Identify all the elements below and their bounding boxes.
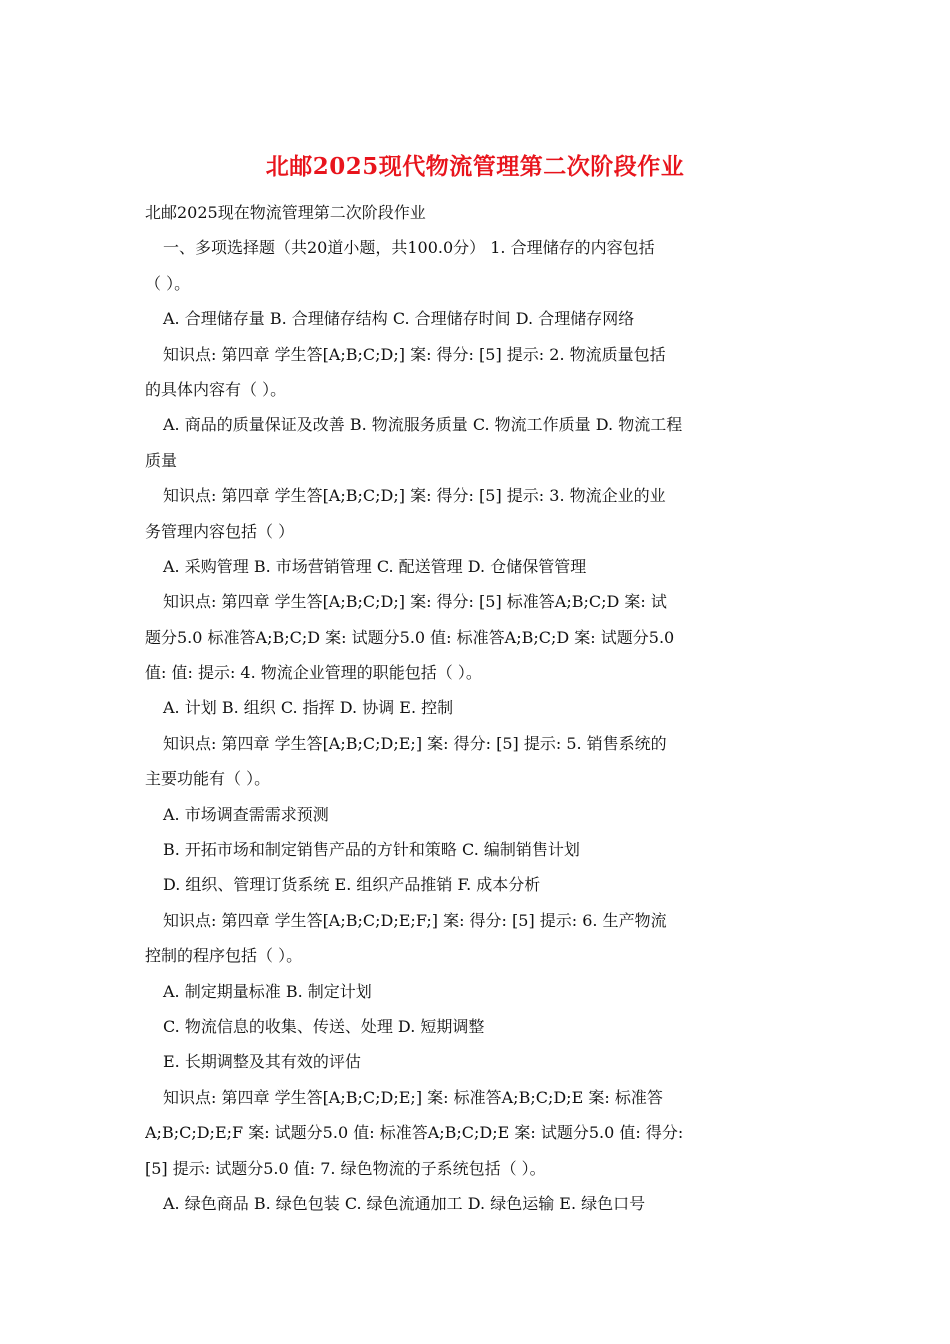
- text-line: 的具体内容有（ ）。: [145, 379, 287, 399]
- text-line: 知识点: 第四章 学生答[A;B;C;D;E;] 案: 标准答A;B;C;D;E 案: 标准答: [163, 1087, 663, 1107]
- text-line: 一、多项选择题（共20道小题，共100.0分） 1. 合理储存的内容包括: [163, 238, 655, 258]
- text-line: 知识点: 第四章 学生答[A;B;C;D;] 案: 得分: [5] 提示: 3. 物流企业的业: [163, 486, 666, 506]
- text-line: 主要功能有（ ）。: [145, 769, 271, 789]
- document-title: 北邮2025现代物流管理第二次阶段作业: [265, 153, 685, 180]
- text-line: A. 绿色商品 B. 绿色包装 C. 绿色流通加工 D. 绿色运输 E. 绿色口号: [163, 1193, 646, 1213]
- text-line: A. 采购管理 B. 市场营销管理 C. 配送管理 D. 仓储保管管理: [163, 556, 587, 576]
- text-line: D. 组织、管理订货系统 E. 组织产品推销 F. 成本分析: [163, 875, 541, 895]
- text-line: 知识点: 第四章 学生答[A;B;C;D;E;] 案: 得分: [5] 提示: 5. 销售系统的: [163, 733, 667, 753]
- text-line: E. 长期调整及其有效的评估: [163, 1052, 361, 1072]
- text-line: [5] 提示: 试题分5.0 值: 7. 绿色物流的子系统包括（ ）。: [145, 1158, 546, 1178]
- text-line: B. 开拓市场和制定销售产品的方针和策略 C. 编制销售计划: [163, 840, 580, 860]
- document-body: [145, 195, 810, 1221]
- text-line: 值: 值: 提示: 4. 物流企业管理的职能包括（ ）。: [145, 663, 482, 683]
- text-line: 知识点: 第四章 学生答[A;B;C;D;] 案: 得分: [5] 提示: 2. 物流质量包括: [163, 344, 666, 364]
- text-line: 质量: [145, 450, 178, 470]
- text-line: 务管理内容包括（ ）: [145, 521, 295, 541]
- text-line: A;B;C;D;E;F 案: 试题分5.0 值: 标准答A;B;C;D;E 案: 试题分5.0 值: 得分:: [145, 1123, 684, 1143]
- text-line: 知识点: 第四章 学生答[A;B;C;D;] 案: 得分: [5] 标准答A;B;C;D 案: 试: [163, 592, 667, 612]
- text-line: 题分5.0 标准答A;B;C;D 案: 试题分5.0 值: 标准答A;B;C;D 案: 试题分5.0: [145, 627, 675, 647]
- text-line: 北邮2025现在物流管理第二次阶段作业: [145, 203, 426, 222]
- text-line: 控制的程序包括（ ）。: [145, 946, 303, 966]
- text-line: A. 计划 B. 组织 C. 指挥 D. 协调 E. 控制: [163, 698, 454, 718]
- text-line: A. 市场调查需需求预测: [163, 804, 329, 824]
- text-line: 知识点: 第四章 学生答[A;B;C;D;E;F;] 案: 得分: [5] 提示: 6. 生产物流: [163, 910, 667, 930]
- text-line: A. 制定期量标准 B. 制定计划: [163, 981, 372, 1001]
- text-line: （ ）。: [145, 273, 191, 293]
- text-line: C. 物流信息的收集、传送、处理 D. 短期调整: [163, 1016, 485, 1036]
- text-line: A. 商品的质量保证及改善 B. 物流服务质量 C. 物流工作质量 D. 物流工程: [163, 415, 683, 435]
- text-line: A. 合理储存量 B. 合理储存结构 C. 合理储存时间 D. 合理储存网络: [163, 309, 635, 329]
